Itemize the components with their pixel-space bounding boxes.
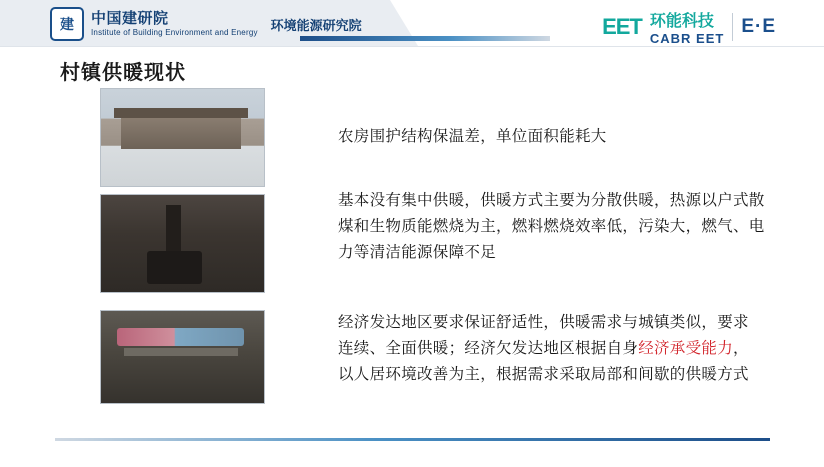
institute-name-cn: 环境能源研究院: [270, 17, 362, 33]
coal-stove-photo: [100, 194, 265, 293]
rural-house-photo: [100, 88, 265, 187]
paragraph-regional-prefix: 经济发达地区要求保证舒适性，供暖需求与城镇类似，要求连续、全面供暖；经济欠发达地区根据自身: [338, 314, 749, 357]
cabr-logo-icon: 建: [50, 7, 84, 41]
eet-mark-icon: EET: [602, 14, 642, 39]
paragraph-regional-highlight: 经济承受能力: [638, 340, 734, 357]
header-rule: [0, 46, 824, 47]
rural-house-image: [101, 89, 264, 186]
logo-divider: [732, 13, 733, 41]
cabr-name-cn: 中国建研院: [91, 10, 169, 27]
eet-name-cn: 环能科技: [649, 13, 714, 30]
kang-stove-image: [101, 311, 264, 403]
paragraph-heating-mode: 基本没有集中供暖，供暖方式主要为分散供暖，热源以户式散煤和生物质能燃烧为主，燃料燃烧效率低，污染大，燃气、电力等清洁能源保障不足: [338, 192, 765, 261]
paragraph-regional-suffix: ，以人居环境改善为主，根据需求采取局部和间歇的供暖方式: [338, 340, 749, 383]
eet-name-en: CABR EET: [649, 31, 725, 46]
ee-logo-icon: E·E: [741, 16, 776, 37]
cabr-logo: [50, 7, 362, 41]
eet-logo-group: [602, 8, 776, 46]
coal-stove-image: [101, 195, 264, 292]
slide-header: [0, 0, 824, 46]
page-title: 村镇供暖现状: [60, 62, 186, 84]
kang-stove-photo: [100, 310, 265, 404]
paragraph-envelope: 农房围护结构保温差，单位面积能耗大: [338, 128, 607, 145]
paragraph-regional-demand: [338, 310, 758, 388]
footer-accent-bar: [55, 438, 770, 441]
cabr-name-en: Institute of Building Environment and Energy: [91, 28, 258, 37]
